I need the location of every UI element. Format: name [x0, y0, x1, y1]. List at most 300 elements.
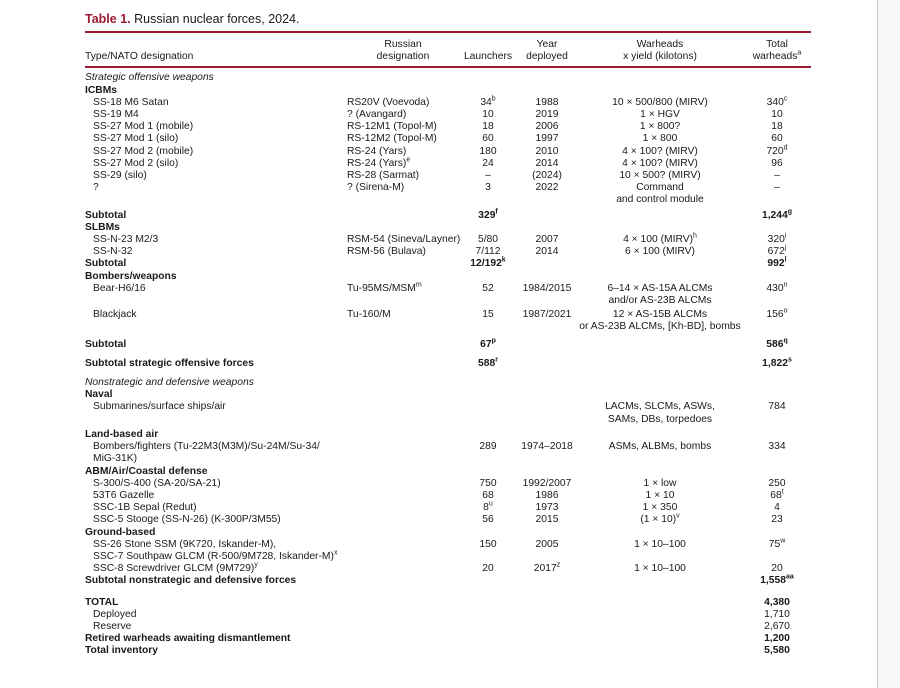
cell-year-deployed: 2017$^z$ — [533, 561, 561, 575]
cell-total-warheads: 10 — [771, 109, 783, 121]
cell-year-deployed: 2015 — [535, 514, 559, 526]
cell-year-deployed — [517, 85, 577, 97]
footnote-marker: j — [784, 244, 787, 252]
table-row — [85, 466, 811, 478]
cell-russian-designation — [347, 377, 459, 389]
cell-russian-designation: RS-24 (Yars) — [347, 145, 407, 157]
cell-launchers — [459, 377, 517, 389]
table-title — [85, 12, 811, 33]
cell-warheads-yield: 4 × 100 (MIRV)$^h$ — [623, 232, 697, 246]
cell-year-deployed: 1973 — [535, 502, 559, 514]
table-row — [85, 621, 811, 633]
cell-total-warheads: 672$^j$ — [767, 244, 787, 258]
cell-total-warheads: 784 — [768, 401, 786, 413]
cell-type-designation: Subtotal — [85, 338, 127, 350]
cell-total-warheads: 75$^w$ — [768, 537, 786, 550]
cell-total-warheads: 20 — [771, 563, 783, 575]
cell-warheads-yield: 1 × 350 — [642, 502, 678, 514]
cell-total-warheads: 720$^d$ — [766, 144, 788, 157]
cell-russian-designation — [347, 401, 459, 425]
cell-russian-designation: RS-28 (Sarmat) — [347, 170, 420, 182]
cell-russian-designation — [347, 466, 459, 478]
cell-total-warheads: 334 — [768, 441, 786, 453]
table-row — [85, 441, 811, 465]
table-row — [85, 575, 811, 587]
cell-warheads-yield — [577, 527, 743, 539]
cell-year-deployed: 2019 — [535, 109, 559, 121]
table-row — [85, 210, 811, 222]
cell-total-warheads: 4 — [774, 502, 780, 514]
cell-total-warheads: 1,244$^g$ — [761, 208, 793, 221]
cell-launchers: 67$^p$ — [480, 337, 496, 350]
cell-launchers — [459, 72, 517, 84]
cell-launchers — [459, 222, 517, 234]
cell-year-deployed: 2010 — [535, 145, 559, 157]
table-row — [85, 490, 811, 502]
cell-warheads-yield — [577, 609, 743, 621]
footnote-marker: l — [784, 257, 787, 265]
cell-year-deployed — [517, 339, 577, 351]
cell-warheads-yield: 1 × 10 — [645, 489, 675, 501]
table-row — [85, 85, 811, 97]
cell-launchers: 68 — [482, 489, 494, 501]
cell-launchers: 15 — [482, 309, 494, 321]
cell-year-deployed: (2024) — [532, 170, 562, 182]
cell-launchers: 60 — [482, 133, 494, 145]
cell-russian-designation: RSM-56 (Bulava) — [347, 246, 426, 258]
cell-russian-designation — [347, 429, 459, 441]
cell-type-designation: SSC-1B Sepal (Redut) — [93, 502, 197, 514]
cell-russian-designation — [347, 441, 459, 465]
table-row — [85, 502, 811, 514]
cell-type-designation: SSC-8 Screwdriver GLCM $(9M729)^y$ — [93, 561, 258, 575]
cell-warheads-yield: 1 × 800? — [639, 121, 681, 133]
cell-total-warheads: 1,200 — [764, 633, 790, 645]
table-container — [85, 12, 811, 658]
cell-warheads-yield — [577, 222, 743, 234]
table-row — [85, 234, 811, 246]
cell-type-designation: 53T6 Gazelle — [93, 489, 155, 501]
cell-total-warheads — [743, 527, 811, 539]
cell-year-deployed — [517, 401, 577, 425]
header-cell: Launchers — [463, 51, 513, 63]
cell-launchers: 150 — [479, 538, 497, 550]
table-row — [85, 133, 811, 145]
table-title-text: Russian nuclear forces, 2024. — [134, 12, 300, 26]
cell-type-designation: TOTAL — [85, 596, 119, 608]
cell-type-designation: SLBMs — [85, 221, 120, 233]
table-row — [85, 358, 811, 370]
table-row — [85, 258, 811, 270]
table-row — [85, 527, 811, 539]
cell-type-designation: SS-27 Mod 1 (silo) — [93, 133, 179, 145]
cell-year-deployed — [517, 621, 577, 633]
cell-warheads-yield — [577, 466, 743, 478]
cell-type-designation: Nonstrategic and defensive weapons — [85, 377, 254, 389]
table-row — [85, 645, 811, 657]
table-row — [85, 109, 811, 121]
cell-warheads-yield — [577, 271, 743, 283]
cell-warheads-yield: 10 × 500? (MIRV) — [619, 170, 701, 182]
cell-warheads-yield: 1 × 800 — [642, 133, 678, 145]
cell-type-designation: SS-N-23 M2/3 — [93, 234, 159, 246]
cell-russian-designation: ? (Sirena-M) — [347, 182, 405, 194]
cell-type-designation: Bombers/weapons — [85, 270, 177, 282]
cell-year-deployed — [517, 429, 577, 441]
table-row — [85, 377, 811, 389]
cell-warheads-yield — [577, 85, 743, 97]
cell-warheads-yield — [577, 358, 743, 370]
footnote-marker: k — [501, 257, 506, 265]
table-row — [85, 597, 811, 609]
cell-total-warheads — [743, 377, 811, 389]
cell-russian-designation — [347, 271, 459, 283]
cell-russian-designation — [347, 621, 459, 633]
cell-type-designation: ICBMs — [85, 84, 118, 96]
cell-russian-designation — [347, 339, 459, 351]
cell-year-deployed — [517, 633, 577, 645]
table-row — [85, 121, 811, 133]
table-row — [85, 478, 811, 490]
table-row — [85, 539, 811, 563]
cell-total-warheads: 18 — [771, 121, 783, 133]
cell-total-warheads — [743, 271, 811, 283]
table-row — [85, 271, 811, 283]
cell-russian-designation — [347, 72, 459, 84]
cell-launchers: 56 — [482, 514, 494, 526]
table-row — [85, 633, 811, 645]
cell-type-designation: Total inventory — [85, 645, 159, 657]
footnote-marker: u — [488, 500, 493, 508]
table-row — [85, 283, 811, 307]
cell-warheads-yield: $(1 \times 10)^v$ — [640, 512, 680, 526]
cell-launchers — [459, 621, 517, 633]
cell-type-designation: SS-27 Mod 2 (mobile) — [93, 145, 194, 157]
cell-warheads-yield: ASMs, ALBMs, bombs — [608, 441, 712, 453]
cell-russian-designation — [347, 478, 459, 490]
table-row — [85, 309, 811, 333]
cell-warheads-yield — [577, 429, 743, 441]
cell-year-deployed — [517, 609, 577, 621]
cell-russian-designation: RS-12M2 (Topol-M) — [347, 133, 437, 145]
cell-warheads-yield: Command and control module — [616, 182, 704, 206]
cell-year-deployed: 1984/2015 — [522, 282, 572, 294]
table-row — [85, 609, 811, 621]
cell-total-warheads — [743, 85, 811, 97]
cell-russian-designation — [347, 563, 459, 575]
footnote-marker: h — [693, 232, 697, 240]
header-cell: Warheads x yield (kilotons) — [623, 39, 697, 63]
cell-launchers — [459, 429, 517, 441]
cell-warheads-yield: 1 × 10–100 — [634, 563, 686, 575]
cell-year-deployed — [517, 389, 577, 401]
footnote-marker: d — [783, 144, 788, 152]
cell-year-deployed — [517, 527, 577, 539]
cell-launchers — [459, 271, 517, 283]
cell-russian-designation — [347, 633, 459, 645]
cell-launchers — [459, 389, 517, 401]
cell-russian-designation — [347, 258, 459, 270]
footnote-marker: v — [676, 512, 680, 520]
cell-russian-designation: RS-24 (Yars)$^e$ — [347, 156, 411, 169]
cell-year-deployed: 1974–2018 — [521, 441, 573, 453]
cell-type-designation: Ground-based — [85, 526, 156, 538]
cell-russian-designation — [347, 609, 459, 621]
footnote-marker: z — [556, 561, 561, 569]
cell-type-designation: Reserve — [93, 620, 132, 632]
cell-warheads-yield: 12 × AS-15B ALCMs or AS-23B ALCMs, [Kh-BD], bombs — [579, 309, 741, 333]
cell-year-deployed: 2005 — [535, 538, 559, 550]
footnote-marker: s — [787, 356, 792, 364]
cell-russian-designation: RS-12M1 (Topol-M) — [347, 121, 437, 133]
cell-type-designation: S-300/S-400 (SA-20/SA-21) — [93, 477, 221, 489]
cell-total-warheads: 340$^c$ — [766, 95, 788, 108]
cell-launchers — [459, 597, 517, 609]
footnote-marker: m — [415, 281, 422, 289]
cell-type-designation: Subtotal nonstrategic and defensive forces — [85, 575, 297, 587]
table-row — [85, 339, 811, 351]
cell-warheads-yield — [577, 633, 743, 645]
cell-year-deployed — [517, 466, 577, 478]
cell-launchers: 18 — [482, 121, 494, 133]
cell-launchers: 10 — [482, 109, 494, 121]
cell-type-designation: Subtotal strategic offensive forces — [85, 357, 254, 369]
cell-type-designation: Bombers/fighters (Tu-22M3(M3M)/Su-24M/Su-34/ MiG-31K) — [93, 441, 320, 465]
cell-launchers: 5/80 — [477, 234, 499, 246]
cell-type-designation: SS-18 M6 Satan — [93, 96, 169, 108]
cell-type-designation: Deployed — [93, 608, 137, 620]
cell-type-designation: Land-based air — [85, 428, 159, 440]
cell-total-warheads: 2,670 — [764, 620, 790, 632]
cell-total-warheads — [743, 72, 811, 84]
cell-launchers — [459, 609, 517, 621]
cell-warheads-yield: 1 × low — [643, 477, 677, 489]
cell-type-designation: ABM/Air/Coastal defense — [85, 465, 208, 477]
footnote-marker: c — [783, 95, 788, 103]
cell-russian-designation — [347, 85, 459, 97]
cell-launchers — [459, 633, 517, 645]
header-cell: Year deployed — [526, 39, 568, 63]
cell-type-designation: Naval — [85, 389, 113, 401]
cell-launchers: 52 — [482, 282, 494, 294]
cell-year-deployed — [517, 377, 577, 389]
cell-type-designation: SS-19 M4 — [93, 109, 139, 121]
footnote-marker: r — [495, 356, 498, 364]
cell-russian-designation: Tu-160/M — [347, 309, 391, 321]
cell-year-deployed — [517, 358, 577, 370]
cell-year-deployed — [517, 222, 577, 234]
cell-launchers: 24 — [482, 157, 494, 169]
cell-year-deployed — [517, 210, 577, 222]
cell-russian-designation: Tu-95MS/MSM$^m$ — [347, 281, 422, 294]
cell-total-warheads: 430$^n$ — [766, 281, 788, 294]
cell-total-warheads: 1,710 — [764, 608, 790, 620]
cell-year-deployed: 1988 — [535, 96, 559, 108]
cell-launchers: 329$^f$ — [478, 208, 498, 221]
cell-total-warheads: 586$^q$ — [766, 337, 788, 350]
table-row — [85, 429, 811, 441]
footnote-marker: i — [784, 232, 787, 240]
cell-total-warheads — [743, 222, 811, 234]
cell-warheads-yield: LACMs, SLCMs, ASWs, SAMs, DBs, torpedoes — [605, 401, 715, 425]
cell-type-designation: Bear-H6/16 — [93, 282, 146, 294]
cell-russian-designation — [347, 502, 459, 514]
cell-total-warheads: 156$^o$ — [766, 307, 788, 321]
cell-type-designation: Blackjack — [93, 309, 137, 321]
cell-launchers: 34$^b$ — [480, 95, 496, 108]
cell-warheads-yield — [577, 645, 743, 657]
cell-launchers: 12/192$^k$ — [470, 257, 506, 270]
table-row — [85, 158, 811, 170]
cell-warheads-yield: 1 × HGV — [640, 109, 680, 121]
cell-russian-designation — [347, 490, 459, 502]
footnote-marker: o — [783, 307, 788, 315]
cell-warheads-yield — [577, 621, 743, 633]
footnote-marker: q — [783, 337, 788, 345]
table-row — [85, 514, 811, 526]
cell-warheads-yield — [577, 597, 743, 609]
cell-warheads-yield: 4 × 100? (MIRV) — [622, 145, 698, 157]
cell-year-deployed — [517, 271, 577, 283]
footnote-marker: w — [780, 537, 786, 545]
table-row — [85, 146, 811, 158]
cell-russian-designation: ? (Avangard) — [347, 109, 407, 121]
cell-launchers — [459, 527, 517, 539]
table-row — [85, 97, 811, 109]
header-cell: Type/NATO designation — [85, 51, 194, 63]
cell-total-warheads: 60 — [771, 133, 783, 145]
cell-total-warheads: 96 — [771, 157, 783, 169]
cell-warheads-yield — [577, 389, 743, 401]
cell-launchers — [459, 645, 517, 657]
footnote-marker: e — [406, 156, 411, 164]
cell-total-warheads: 5,580 — [764, 645, 790, 657]
footnote-marker: y — [254, 561, 258, 569]
cell-launchers — [459, 466, 517, 478]
cell-launchers: 289 — [479, 441, 497, 453]
footnote-marker: g — [787, 208, 793, 216]
table-row — [85, 563, 811, 575]
cell-launchers: 20 — [482, 563, 494, 575]
page-edge-divider — [877, 0, 900, 688]
cell-type-designation: SSC-5 Stooge (SS-N-26) (K-300P/3M55) — [93, 514, 281, 526]
table-body — [85, 68, 811, 657]
cell-year-deployed — [517, 72, 577, 84]
cell-total-warheads: 992$^l$ — [767, 257, 787, 270]
cell-warheads-yield: 4 × 100? (MIRV) — [622, 157, 698, 169]
cell-year-deployed: 1992/2007 — [522, 477, 572, 489]
cell-type-designation: SS-N-32 — [93, 246, 133, 258]
cell-year-deployed — [517, 645, 577, 657]
cell-type-designation: Subtotal — [85, 209, 127, 221]
cell-year-deployed: 2006 — [535, 121, 559, 133]
cell-warheads-yield: 10 × 500/800 (MIRV) — [612, 96, 708, 108]
cell-russian-designation — [347, 210, 459, 222]
cell-warheads-yield — [577, 339, 743, 351]
cell-year-deployed — [517, 575, 577, 587]
table-row — [85, 401, 811, 425]
cell-launchers — [459, 85, 517, 97]
cell-warheads-yield: 6 × 100 (MIRV) — [625, 246, 695, 258]
footnote-marker: n — [783, 281, 788, 289]
table-row — [85, 389, 811, 401]
cell-total-warheads: 1,558$^{aa}$ — [760, 573, 794, 587]
table-row — [85, 222, 811, 234]
footnote-marker: t — [781, 488, 784, 496]
cell-russian-designation — [347, 222, 459, 234]
table-row — [85, 72, 811, 84]
cell-type-designation: ? — [93, 182, 99, 194]
cell-total-warheads: – — [774, 170, 780, 182]
cell-year-deployed: 1987/2021 — [522, 309, 572, 321]
cell-type-designation: Subtotal — [85, 258, 127, 270]
cell-warheads-yield — [577, 72, 743, 84]
cell-total-warheads: 320$^i$ — [767, 232, 787, 246]
cell-total-warheads: 23 — [771, 514, 783, 526]
cell-warheads-yield — [577, 575, 743, 587]
cell-russian-designation — [347, 597, 459, 609]
cell-launchers: – — [485, 170, 491, 182]
footnote-marker: a — [797, 49, 802, 57]
cell-russian-designation: RS20V (Voevoda) — [347, 96, 430, 108]
cell-warheads-yield — [577, 377, 743, 389]
cell-total-warheads: 68$^t$ — [770, 488, 784, 501]
footnote-marker: f — [495, 208, 498, 216]
cell-total-warheads: 1,822$^s$ — [762, 356, 792, 369]
cell-launchers — [459, 401, 517, 425]
cell-launchers: 8$^u$ — [483, 500, 493, 514]
table-header-row — [85, 33, 811, 68]
cell-russian-designation: RSM-54 (Sineva/Layner) — [347, 234, 461, 246]
cell-total-warheads — [743, 429, 811, 441]
cell-russian-designation — [347, 358, 459, 370]
cell-year-deployed: 1986 — [535, 489, 559, 501]
cell-warheads-yield — [577, 258, 743, 270]
cell-launchers: 588$^r$ — [478, 356, 498, 369]
header-cell: Total warheads$^a$ — [752, 39, 802, 63]
cell-type-designation: Retired warheads awaiting dismantlement — [85, 633, 291, 645]
table-row — [85, 182, 811, 206]
cell-year-deployed: 2007 — [535, 234, 559, 246]
cell-russian-designation — [347, 514, 459, 526]
cell-type-designation: SS-26 Stone SSM (9K720, Iskander-M), SSC-7 Southpaw GLCM (R-500/9M728, Iskander-M)$^x$ — [93, 538, 338, 562]
cell-total-warheads — [743, 466, 811, 478]
cell-russian-designation — [347, 575, 459, 587]
cell-total-warheads: 250 — [768, 477, 786, 489]
table-row — [85, 246, 811, 258]
footnote-marker: aa — [785, 573, 794, 581]
cell-russian-designation — [347, 389, 459, 401]
cell-year-deployed: 2014 — [535, 246, 559, 258]
cell-type-designation: SS-27 Mod 1 (mobile) — [93, 121, 194, 133]
cell-russian-designation — [347, 645, 459, 657]
cell-russian-designation — [347, 527, 459, 539]
cell-launchers — [459, 575, 517, 587]
cell-type-designation: Strategic offensive weapons — [85, 72, 214, 84]
footnote-marker: x — [333, 549, 338, 557]
cell-year-deployed: 2022 — [535, 182, 559, 194]
table-title-label: Table 1. — [85, 12, 131, 26]
cell-year-deployed — [517, 258, 577, 270]
cell-type-designation: SS-27 Mod 2 (silo) — [93, 157, 179, 169]
cell-launchers: 180 — [479, 145, 497, 157]
footnote-marker: p — [491, 337, 496, 345]
cell-warheads-yield: 1 × 10–100 — [634, 538, 686, 550]
cell-type-designation: Submarines/surface ships/air — [93, 401, 226, 413]
cell-launchers: 3 — [485, 182, 491, 194]
cell-total-warheads: 4,380 — [764, 596, 790, 608]
cell-type-designation: SS-29 (silo) — [93, 170, 147, 182]
